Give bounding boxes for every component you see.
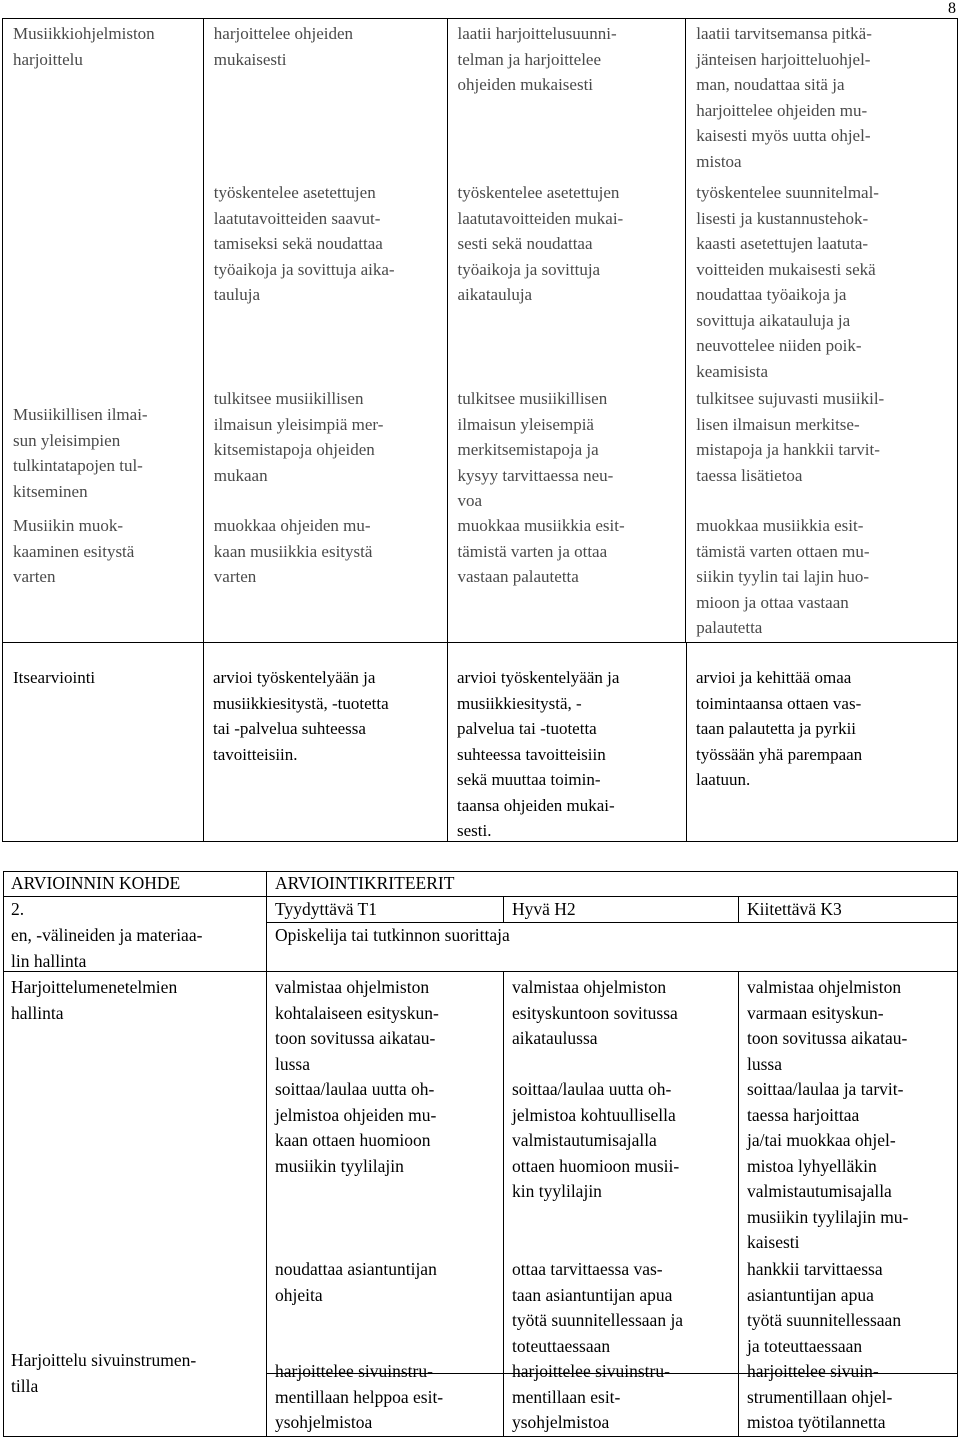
criteria-text: laatii harjoittelusuunni- telman ja harjoittelee ohjeiden mukaisesti: [457, 24, 617, 94]
criteria-text: harjoittelee sivuinstru- mentillaan helppoa esit- ysohjelmistoa: [275, 1361, 444, 1432]
criteria-text: hankkii tarvittaessa asiantuntijan apua työtä suunnitellessaan ja toteuttaessaan: [747, 1259, 902, 1356]
criteria-table-lower: [3, 871, 958, 1437]
criteria-text: työskentelee asetettujen laatutavoitteiden mukai- sesti sekä noudattaa työaikoja ja sovittuja aikatauluja: [457, 183, 624, 304]
header-arviointikriteerit: ARVIOINTIKRITEERIT: [275, 873, 455, 893]
page-number: 8: [948, 0, 956, 17]
criteria-text: arvioi työskentelyään ja musiikkiesitystä, - palvelua tai -tuotetta suhteessa tavoitteisiin sekä muuttaa toimin- taansa ohjeiden mukai- sesti.: [457, 668, 620, 840]
criteria-text: laatii tarvitsemansa pitkä- jänteisen harjoitteluohjel- man, noudattaa sitä ja harjoittelee ohjeiden mu- kaisesti myös uutta ohjel- mistoa: [696, 24, 872, 171]
target-label: Musiikillisen ilmai- sun yleisimpien tulkintatapojen tul- kitseminen: [13, 405, 148, 501]
itsearviointi-label: Itsearviointi: [13, 668, 96, 687]
target-label: Harjoittelu sivuinstrumen- tilla: [11, 1350, 197, 1396]
criteria-text: ottaa tarvittaessa vas- taan asiantuntijan apua työtä suunnitellessaan ja toteuttaessaan: [512, 1259, 684, 1356]
criteria-text: arvioi ja kehittää omaa toimintaansa ottaen vas- taan palautetta ja pyrkii työssään yhä parempaan laatuun.: [696, 668, 863, 789]
subject-right: Opiskelija tai tutkinnon suorittaja: [275, 925, 510, 945]
criteria-text: valmistaa ohjelmiston varmaan esityskun- toon sovitussa aikatau- lussa: [747, 977, 908, 1074]
criteria-text: harjoittelee sivuinstru- mentillaan esit- ysohjelmistoa: [512, 1361, 670, 1432]
criteria-text: tulkitsee musiikillisen ilmaisun yleisempiä merkitsemistapoja ja kysyy tarvittaessa neu- voa: [457, 389, 614, 510]
criteria-text: tulkitsee sujuvasti musiikil- lisen ilmaisun merkitse- mistapoja ja hankkii tarvit- taessa lisätietoa: [696, 389, 885, 485]
criteria-text: valmistaa ohjelmiston kohtalaiseen esityskun- toon sovitussa aikatau- lussa: [275, 977, 439, 1074]
criteria-text: soittaa/laulaa ja tarvit- taessa harjoittaa ja/tai muokkaa ohjel- mistoa lyhyelläkin valmistautumisajalla musiikin tyylilajin mu- kaisesti: [747, 1079, 909, 1252]
criteria-text: muokkaa ohjeiden mu- kaan musiikkia esitystä varten: [213, 516, 373, 586]
criteria-text: soittaa/laulaa uutta oh- jelmistoa ohjeiden mu- kaan ottaen huomioon musiikin tyylilajin: [275, 1079, 437, 1176]
target-label: Harjoittelumenetelmien hallinta: [11, 977, 178, 1023]
criteria-text: työskentelee asetettujen laatutavoitteiden saavut- tamiseksi sekä noudattaa työaikoja ja sovittuja aika- tauluja: [213, 183, 395, 304]
criteria-text: harjoittelee sivuin- strumentillaan ohjel- mistoa työtilannetta: [747, 1361, 893, 1432]
subject-label: en, -välineiden ja materiaa- lin hallinta: [11, 925, 203, 971]
header-arvioinnin-kohde: ARVIOINNIN KOHDE: [11, 873, 181, 893]
grade-k3: Kiitettävä K3: [747, 899, 842, 919]
target-label: Musiikkiohjelmiston harjoittelu: [13, 24, 155, 69]
criteria-text: tulkitsee musiikillisen ilmaisun yleisimpiä mer- kitsemistapoja ohjeiden mukaan: [213, 389, 384, 485]
criteria-text: soittaa/laulaa uutta oh- jelmistoa kohtuullisella valmistautumisajalla ottaen huomioon musii- kin tyylilajin: [512, 1079, 680, 1201]
criteria-text: muokkaa musiikkia esit- tämistä varten ottaen mu- siikin tyylin tai lajin huo- mioon ja ottaa vastaan palautetta: [696, 516, 870, 637]
grade-h2: Hyvä H2: [512, 899, 576, 919]
criteria-text: harjoittelee ohjeiden mukaisesti: [213, 24, 354, 69]
criteria-text: arvioi työskentelyään ja musiikkiesitystä, -tuotetta tai -palvelua suhteessa tavoitteisiin.: [213, 668, 389, 764]
criteria-text: työskentelee suunnitelmal- lisesti ja kustannustehok- kaasti asetettujen laatuta- voitteiden mukaisesti sekä noudattaa työaikoja ja sovittuja aikatauluja ja neuvottelee niiden poik- keamisista: [696, 183, 879, 381]
target-label: Musiikin muok- kaaminen esitystä varten: [13, 516, 135, 586]
grade-t1: Tyydyttävä T1: [275, 899, 377, 919]
table-row-itsearviointi: [2, 642, 958, 842]
criteria-text: valmistaa ohjelmiston esityskuntoon sovitussa aikataulussa: [512, 977, 678, 1048]
criteria-text: noudattaa asiantuntijan ohjeita: [275, 1259, 437, 1305]
section-number: 2.: [11, 899, 25, 919]
criteria-text: muokkaa musiikkia esit- tämistä varten ja ottaa vastaan palautetta: [457, 516, 625, 586]
